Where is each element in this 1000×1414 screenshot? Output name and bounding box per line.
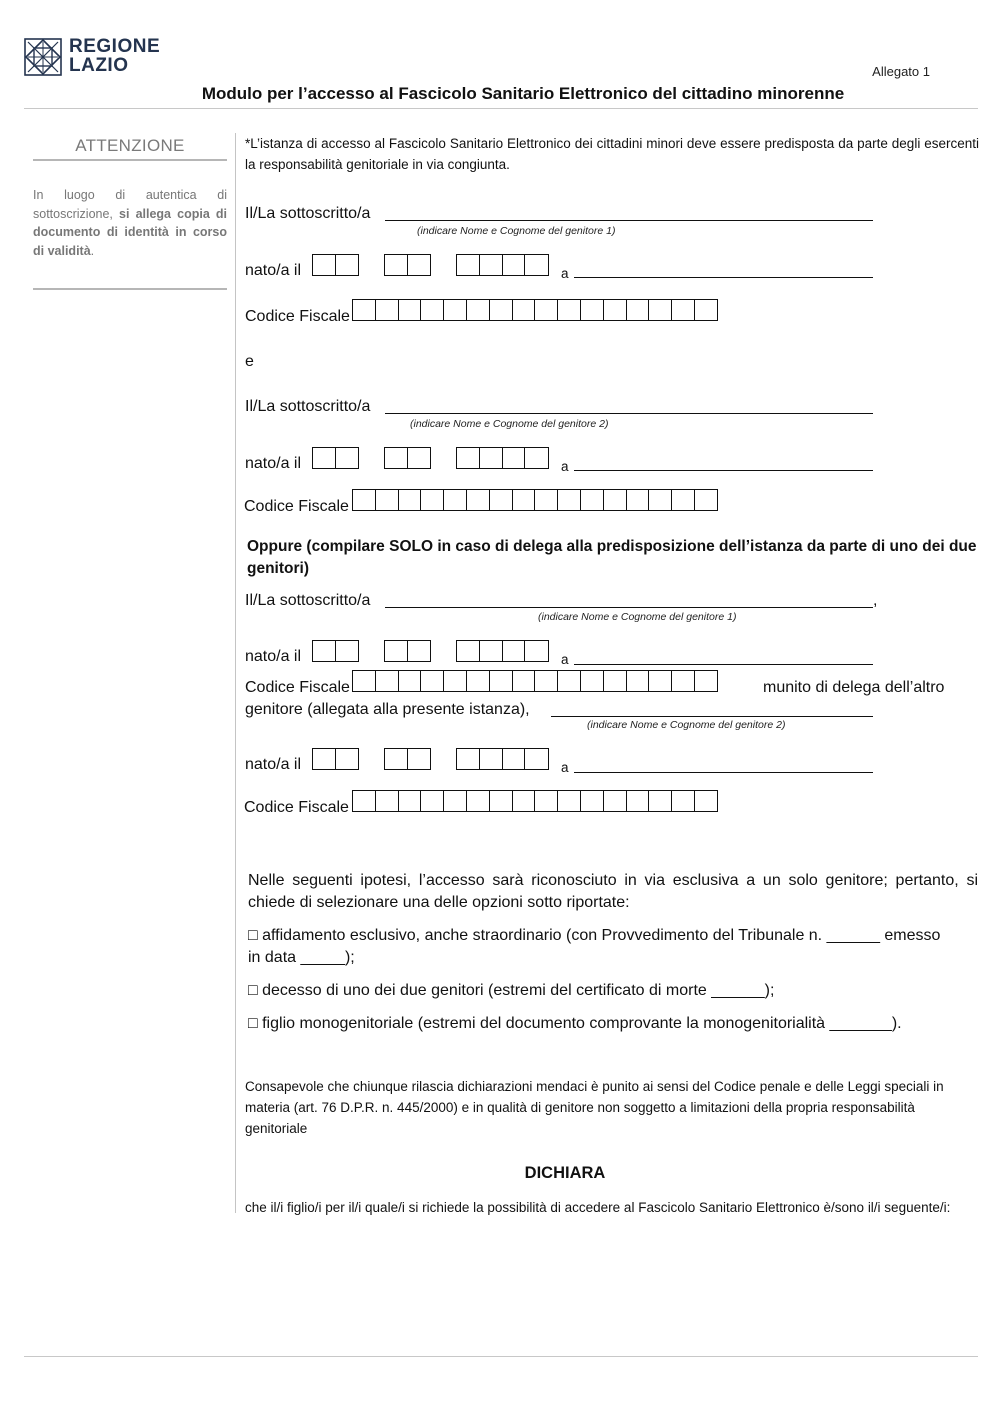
sottoscritto-label-3: Il/La sottoscritto/a xyxy=(245,592,371,609)
regione-lazio-logo xyxy=(24,38,166,78)
option-decesso[interactable]: □ decesso di uno dei due genitori (estremi del certificato di morte ______); xyxy=(248,982,775,999)
delegato-birthplace-field[interactable] xyxy=(574,772,873,773)
comma: , xyxy=(873,592,878,609)
a-label-3: a xyxy=(561,652,569,667)
attenzione-divider-top xyxy=(33,159,227,161)
regione-lazio-emblem-icon xyxy=(24,38,62,76)
delegante-hint: (indicare Nome e Cognome del genitore 1) xyxy=(538,611,737,623)
cf-label-3: Codice Fiscale xyxy=(245,679,350,696)
delegante-codice-fiscale[interactable] xyxy=(352,670,717,692)
genitore1-birthplace-field[interactable] xyxy=(574,277,873,278)
consapevole-text: Consapevole che chiunque rilascia dichiarazioni mendaci è punito ai sensi del Codice penale e delle Leggi speciali in materia (art. 76 D.P.R. n. 445/2000) e in qualità di genitore non soggetto a limitazioni della propria responsabilità genitoriale xyxy=(245,1079,944,1136)
nato-label-3: nato/a il xyxy=(245,648,302,665)
header-divider xyxy=(24,108,978,109)
delegante-birth-month[interactable] xyxy=(384,640,430,662)
delegante-name-field[interactable] xyxy=(385,607,873,608)
genitore1-hint: (indicare Nome e Cognome del genitore 1) xyxy=(417,225,616,237)
sottoscritto-label-1: Il/La sottoscritto/a xyxy=(245,205,371,222)
genitore2-name-field[interactable] xyxy=(385,413,873,414)
genitore1-birth-year[interactable] xyxy=(456,254,547,276)
ipotesi-intro: Nelle seguenti ipotesi, l’accesso sarà riconosciuto in via esclusiva a un solo genitore; pertanto, si chiede di selezionare una delle opzioni sotto riportate: xyxy=(248,872,978,911)
dichiara-title: DICHIARA xyxy=(524,1164,606,1182)
delegato-birth-year[interactable] xyxy=(456,748,547,770)
a-label-2: a xyxy=(561,459,569,474)
delegante-birth-year[interactable] xyxy=(456,640,547,662)
attenzione-note-end: . xyxy=(90,243,95,258)
genitore2-birthplace-field[interactable] xyxy=(574,470,873,471)
delega-heading: Oppure (compilare SOLO in caso di delega alla predisposizione dell’istanza da parte di uno dei due genitori) xyxy=(247,538,977,577)
allegato-label: Allegato 1 xyxy=(872,64,930,79)
dichiara-text: che il/i figlio/i per il/i quale/i si richiede la possibilità di accedere al Fascicolo Sanitario Elettronico è/sono il/i seguente/i: xyxy=(245,1200,951,1215)
intro-note: *L’istanza di accesso al Fascicolo Sanitario Elettronico dei cittadini minori deve essere predisposta da parte degli esercenti la responsabilità genitoriale in via congiunta. xyxy=(245,136,979,172)
nato-label-1: nato/a il xyxy=(245,262,302,279)
delegato-hint: (indicare Nome e Cognome del genitore 2) xyxy=(587,719,786,731)
option-affidamento[interactable] xyxy=(248,925,978,969)
attenzione-title: ATTENZIONE xyxy=(75,136,185,155)
nato-label-4: nato/a il xyxy=(245,756,302,773)
genitore2-birth-day[interactable] xyxy=(312,447,358,469)
cf-label-1: Codice Fiscale xyxy=(245,308,350,325)
genitore1-name-field[interactable] xyxy=(385,220,873,221)
delegato-birth-day[interactable] xyxy=(312,748,358,770)
genitore1-birth-day[interactable] xyxy=(312,254,358,276)
logo-text xyxy=(69,37,160,75)
option-monogenitoriale[interactable]: □ figlio monogenitoriale (estremi del documento comprovante la monogenitorialità _______). xyxy=(248,1015,902,1032)
delegato-birth-month[interactable] xyxy=(384,748,430,770)
attenzione-note xyxy=(33,186,227,260)
form-title: Modulo per l’accesso al Fascicolo Sanitario Elettronico del cittadino minorenne xyxy=(201,84,845,103)
logo-line-1: REGIONE xyxy=(69,36,161,57)
delegante-birthplace-field[interactable] xyxy=(574,664,873,665)
attenzione-divider-bottom xyxy=(33,288,227,290)
a-label-4: a xyxy=(561,760,569,775)
genitore2-birth-year[interactable] xyxy=(456,447,547,469)
footer-divider xyxy=(24,1356,978,1357)
e-label: e xyxy=(245,353,254,370)
attenzione-note-bold: si allega copia di documento di identità in corso di validità xyxy=(33,206,227,258)
delegato-name-field[interactable] xyxy=(551,716,873,717)
cf-label-4: Codice Fiscale xyxy=(244,799,349,816)
cf-label-2: Codice Fiscale xyxy=(244,498,349,515)
delegante-birth-day[interactable] xyxy=(312,640,358,662)
option-affidamento-line1: □ affidamento esclusivo, anche straordinario (con Provvedimento del Tribunale n. ______ emesso xyxy=(248,927,941,944)
genitore-allegata-text: genitore (allegata alla presente istanza), xyxy=(245,701,530,718)
a-label-1: a xyxy=(561,266,569,281)
genitore2-birth-month[interactable] xyxy=(384,447,430,469)
logo-line-2: LAZIO xyxy=(69,55,129,76)
genitore1-codice-fiscale[interactable] xyxy=(352,299,717,321)
sottoscritto-label-2: Il/La sottoscritto/a xyxy=(245,398,371,415)
munito-delega-text: munito di delega dell’altro xyxy=(763,679,945,696)
genitore2-hint: (indicare Nome e Cognome del genitore 2) xyxy=(410,418,609,430)
nato-label-2: nato/a il xyxy=(245,455,302,472)
column-divider xyxy=(235,133,236,1213)
genitore1-birth-month[interactable] xyxy=(384,254,430,276)
genitore2-codice-fiscale[interactable] xyxy=(352,489,717,511)
attenzione-note-text: In luogo di autentica di sottoscrizione, xyxy=(33,188,227,221)
delegato-codice-fiscale[interactable] xyxy=(352,790,717,812)
option-affidamento-line2: in data _____); xyxy=(248,949,355,966)
